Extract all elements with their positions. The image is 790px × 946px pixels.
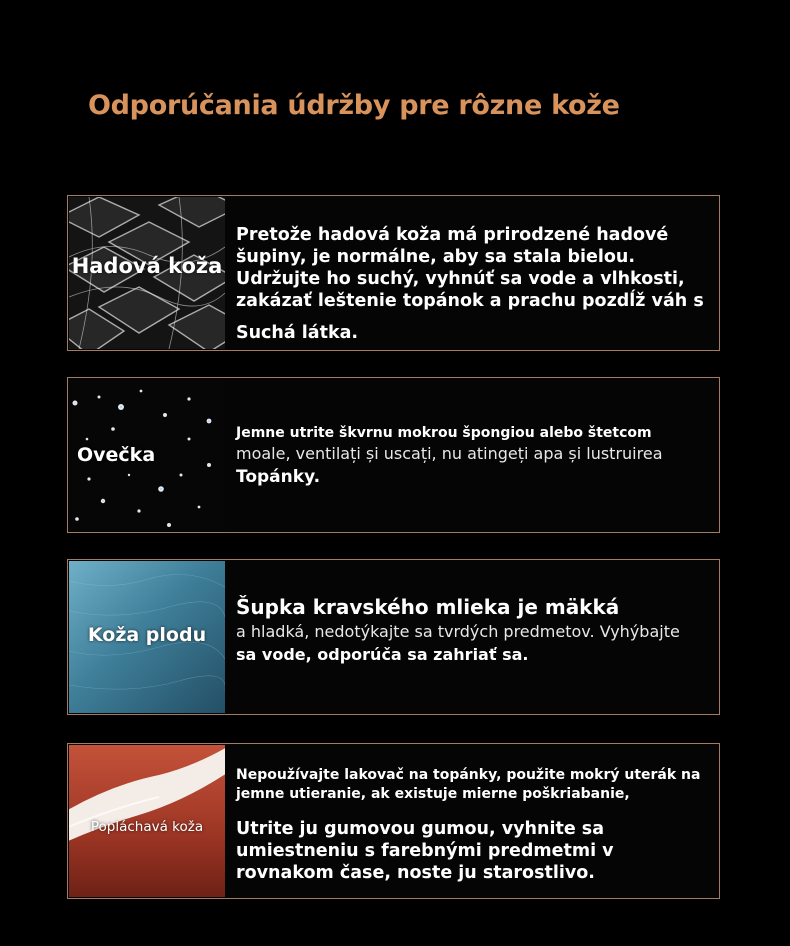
card-text [236,424,707,488]
text-line: zakázať leštenie topánok a prachu pozdĺž váh s [236,291,704,311]
text-line: Utrite ju gumovou gumou, vyhnite sa [236,819,605,839]
card-text [236,224,707,344]
card-text [236,766,707,884]
text-line: Udržujte ho suchý, vyhnúť sa vode a vlhkosti, [236,269,685,289]
card-label: Popláchavá koža [90,819,204,835]
snake-skin-swatch [69,197,225,349]
sheep-skin-swatch [69,379,225,531]
care-card-sheep [67,377,720,533]
text-line: rovnakom čase, noste ju starostlivo. [236,863,595,883]
card-label: Ovečka [77,444,156,466]
text-line: Nepoužívajte lakovač na topánky, použite mokrý uterák na [236,767,701,783]
text-line: jemne utieranie, ak existuje mierne poškriabanie, [236,786,630,802]
card-label: Hadová koža [71,254,223,278]
text-line: Jemne utrite škvrnu mokrou špongiou alebo štetcom [236,425,652,441]
text-line: Šupka kravského mlieka je mäkká [236,595,620,619]
card-label: Koža plodu [87,624,207,646]
text-line: Suchá látka. [236,323,359,343]
care-card-calf [67,559,720,715]
page-title: Odporúčania údržby pre rôzne kože [88,90,620,121]
card-text [236,594,707,666]
care-card-patent [67,743,720,899]
text-line: a hladká, nedotýkajte sa tvrdých predmetov. Vyhýbajte [236,622,680,641]
text-line: Pretože hadová koža má prirodzené hadové [236,225,669,245]
text-line: sa vode, odporúča sa zahriať sa. [236,645,529,664]
care-card-snake [67,195,720,351]
calf-skin-swatch [69,561,225,713]
text-line: umiestneniu s farebnými predmetmi v [236,841,614,861]
text-line: moale, ventilați și uscați, nu atingeți apa și lustruirea [236,444,663,463]
text-line: šupiny, je normálne, aby sa stala bielou. [236,247,635,267]
text-line: Topánky. [236,467,321,487]
patent-leather-swatch [69,745,225,897]
